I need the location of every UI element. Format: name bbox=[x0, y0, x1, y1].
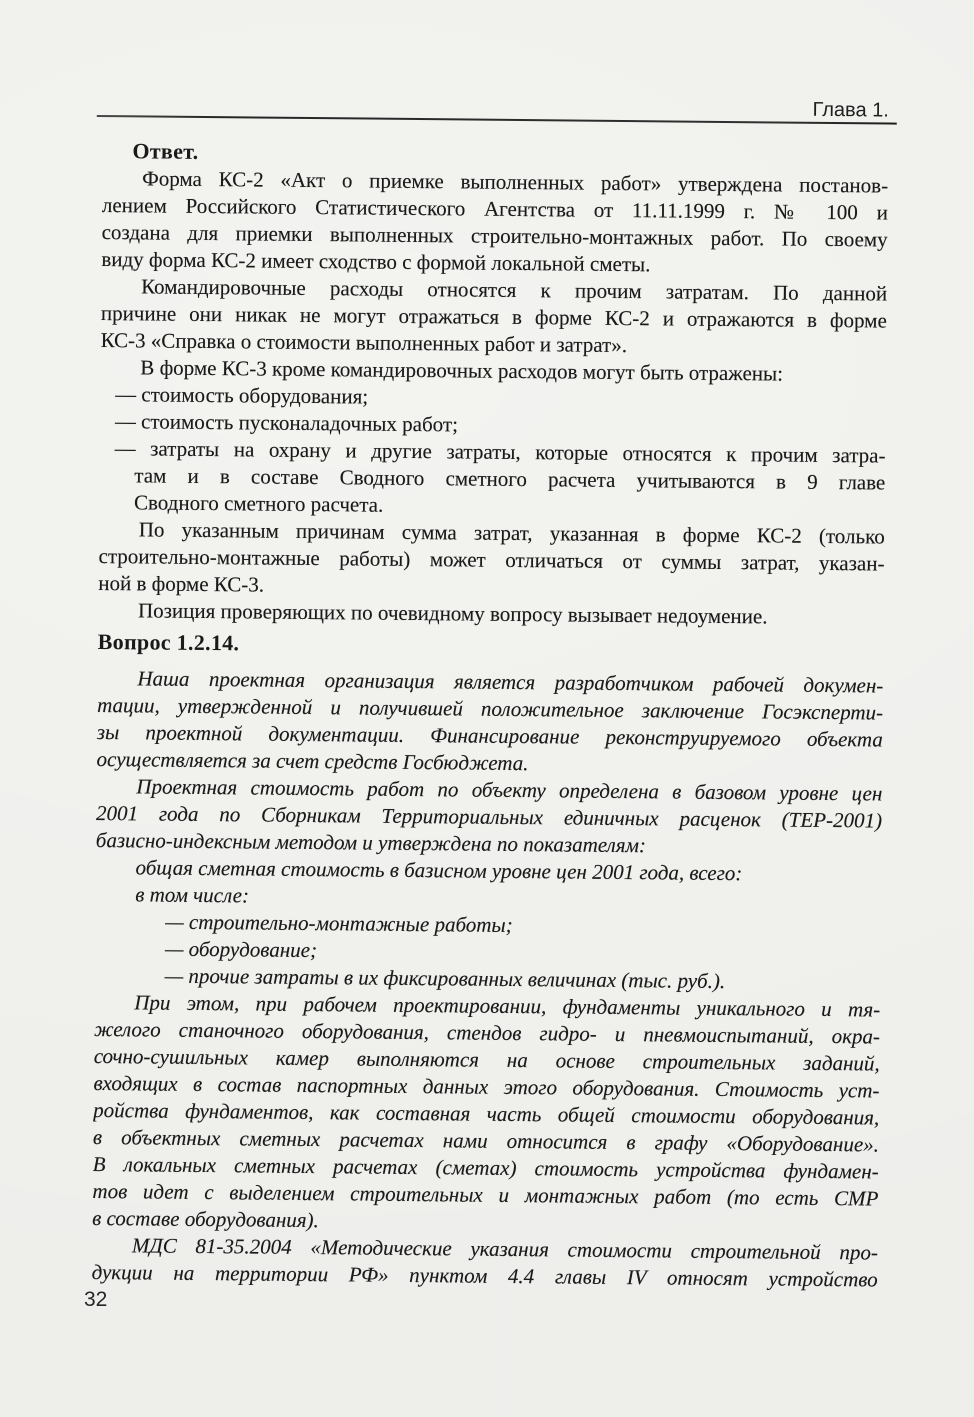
text-line: виду форма КС-2 имеет сходство с формой локальной сметы. bbox=[101, 246, 651, 277]
text-line: тации, утвержденной и получившей положительное заключение Госэксперти- bbox=[97, 692, 884, 725]
list-item bbox=[99, 435, 886, 524]
text-line: Командировочные расходы относятся к прочим затратам. По данной bbox=[141, 274, 888, 306]
paragraph-italic bbox=[92, 1232, 878, 1294]
text-blocks bbox=[92, 137, 889, 1293]
paragraph bbox=[101, 273, 888, 362]
paragraph-italic bbox=[92, 989, 880, 1240]
text-line: Сводного сметного расчета. bbox=[133, 490, 384, 517]
text-line: в том числе: bbox=[135, 882, 250, 908]
paragraph bbox=[98, 516, 885, 605]
text-line: ройства фундаментов, как составная часть общей стоимости оборудования, bbox=[93, 1097, 880, 1130]
text-line: ной в форме КС-3. bbox=[98, 570, 265, 597]
text-line: — затраты на охрану и другие затраты, которые относятся к прочим затра- bbox=[114, 436, 886, 468]
page-number: 32 bbox=[84, 1288, 108, 1311]
page-content bbox=[92, 94, 889, 1293]
text-line: В форме КС-3 кроме командировочных расходов могут быть отражены: bbox=[140, 355, 784, 386]
text-line: сочно-сушильных камер выполняются на основе строительных заданий, bbox=[93, 1043, 880, 1076]
text-line: дукции на территории РФ» пунктом 4.4 главы IV относят устройство bbox=[91, 1259, 878, 1292]
text-line: базисно-индексным методом и утверждена по показателям: bbox=[95, 827, 647, 858]
text-line: желого станочного оборудования, стендов гидро- и пневмоиспытаний, окра- bbox=[93, 1016, 881, 1049]
text-line: КС-3 «Справка о стоимости выполненных работ и затрат». bbox=[100, 327, 628, 358]
text-line: Форма КС-2 «Акт о приемке выполненных работ» утверждена постанов- bbox=[142, 166, 889, 198]
text-line: 2001 года по Сборникам Территориальных единичных расценок (ТЕР-2001) bbox=[95, 800, 883, 833]
text-line: там и в составе Сводного сметного расчета учитываются в 9 главе bbox=[134, 463, 886, 495]
chapter-header-label: Глава 1. bbox=[812, 98, 889, 122]
text-line: создана для приемки выполненных строительно-монтажных работ. По своему bbox=[101, 219, 888, 252]
question-heading: Вопрос 1.2.14. bbox=[97, 628, 240, 656]
text-line: входящих в состав паспортных данных этого оборудования. Стоимость уст- bbox=[93, 1070, 880, 1103]
text-line: лением Российского Статистического Агентства от 11.11.1999 г. № 100 и bbox=[101, 192, 889, 225]
text-line: — строительно-монтажные работы; bbox=[164, 909, 513, 937]
text-line: строительно-монтажные работы) может отличаться от суммы затрат, указан- bbox=[98, 543, 885, 576]
text-line: Проектная стоимость работ по объекту определена в базовом уровне цен bbox=[136, 774, 883, 806]
text-line: В локальных сметных расчетах (сметах) стоимость устройства фундамен- bbox=[92, 1151, 879, 1184]
paragraph bbox=[101, 165, 888, 281]
text-line: общая сметная стоимость в базисном уровне цен 2001 года, всего: bbox=[135, 855, 743, 886]
text-line: МДС 81-35.2004 «Методические указания стоимости строительной про- bbox=[131, 1233, 879, 1265]
text-line: в объектных сметных расчетах нами относится в графу «Оборудование». bbox=[92, 1124, 880, 1157]
text-line: — стоимость оборудования; bbox=[115, 382, 369, 409]
answer-heading: Ответ. bbox=[132, 138, 199, 164]
text-line: — стоимость пусконаладочных работ; bbox=[114, 409, 459, 437]
text-line: При этом, при рабочем проектировании, фундаменты уникального и тя- bbox=[134, 990, 881, 1022]
text-line: зы проектной документации. Финансирование реконструируемого объекта bbox=[96, 719, 883, 752]
text-line: тов идет с выделением строительных и монтажных работ (то есть СМР bbox=[92, 1178, 879, 1211]
text-line: — оборудование; bbox=[164, 936, 318, 963]
paragraph-italic bbox=[96, 665, 883, 781]
text-line: Наша проектная организация является разработчиком рабочей докумен- bbox=[137, 666, 884, 698]
text-line: причине они никак не могут отражаться в форме КС-2 и отражаются в форме bbox=[100, 300, 887, 333]
text-line: По указанным причинам сумма затрат, указанная в форме КС-2 (только bbox=[138, 517, 885, 549]
text-line: — прочие затраты в их фиксированных величинах (тыс. руб.). bbox=[164, 963, 726, 994]
text-line: Позиция проверяющих по очевидному вопросу вызывает недоумение. bbox=[137, 598, 768, 629]
text-line: осуществляется за счет средств Госбюджета. bbox=[96, 746, 529, 776]
text-line: в составе оборудования). bbox=[92, 1205, 319, 1233]
paragraph-italic bbox=[96, 773, 883, 862]
